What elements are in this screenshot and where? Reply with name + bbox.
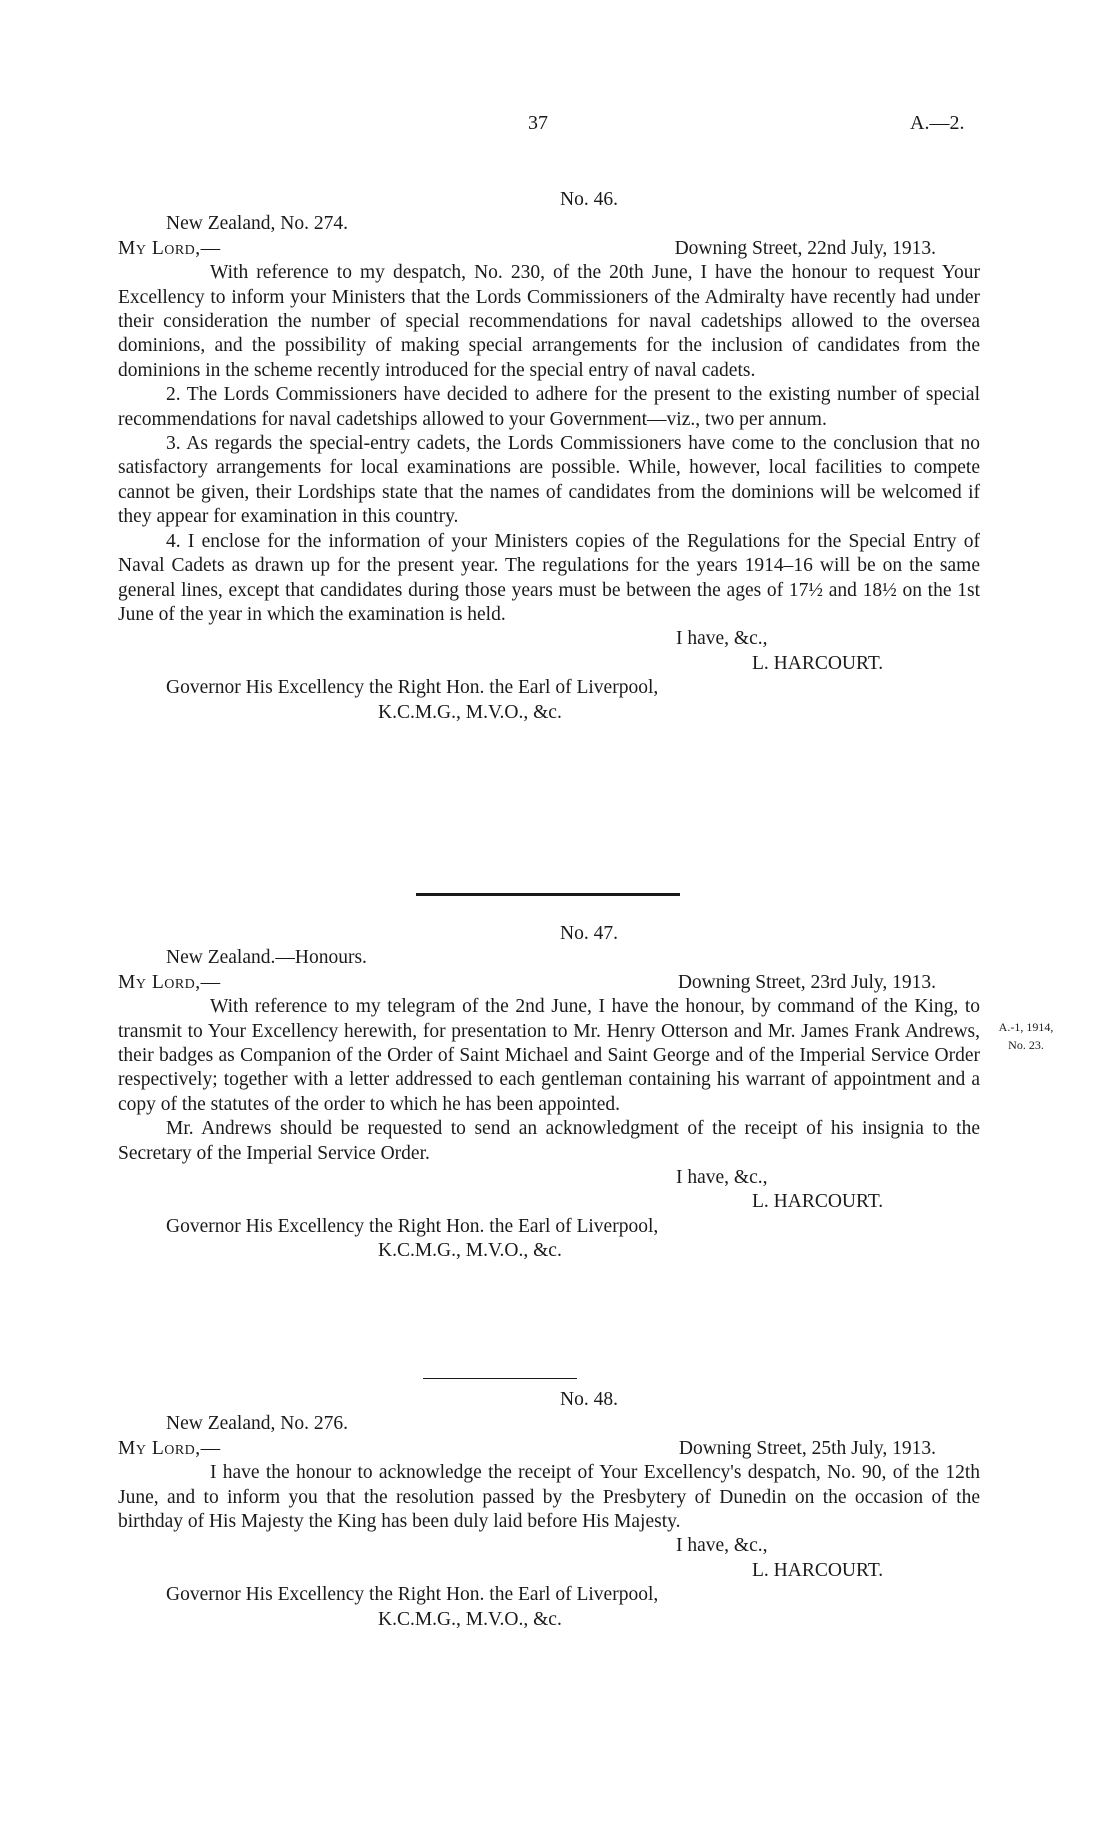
addressee-honours: K.C.M.G., M.V.O., &c. (378, 1608, 562, 1630)
closing: I have, &c., (676, 1167, 768, 1189)
place-date: Downing Street, 22nd July, 1913. (674, 237, 936, 259)
despatch-46 (118, 188, 980, 725)
paragraph: With reference to my despatch, No. 230, of the 20th June, I have the honour to request Your Excellency to inform your Ministers that the Lords Commissioners of the Admiralty have recently had under their consideration the number of special recommendations for naval cadetships allowed to the oversea dominions, and the possibility of making special arrangements for the inclusion of candidates from the dominions in the scheme recently introduced for the special entry of naval cadets. (118, 262, 980, 381)
despatch-48 (118, 1388, 980, 1632)
paragraph: I have the honour to acknowledge the receipt of Your Excellency's despatch, No. 90, of the 12th June, and to inform you that the resolution passed by the Presbytery of Dunedin on the occasion of the birthday of His Majesty the King has been duly laid before His Majesty. (118, 1462, 980, 1533)
salutation: My Lord,— (118, 971, 221, 993)
addressee-honours: K.C.M.G., M.V.O., &c. (378, 1240, 562, 1262)
paragraph: 2. The Lords Commissioners have decided to adhere for the present to the existing number of special recommendations for naval cadetships allowed to your Government—viz., two per annum. (118, 384, 980, 430)
closing: I have, &c., (676, 1535, 768, 1557)
despatch-number: No. 46. (560, 189, 618, 210)
despatch-recipient: New Zealand.—Honours. (166, 947, 367, 969)
despatch-number: No. 48. (560, 1389, 618, 1410)
paragraph: Mr. Andrews should be requested to send an acknowledgment of the receipt of his insignia to the Secretary of the Imperial Service Order. (118, 1118, 980, 1164)
addressee-line: Governor His Excellency the Right Hon. the Earl of Liverpool, (166, 677, 659, 699)
paragraph: 3. As regards the special-entry cadets, the Lords Commissioners have come to the conclusion that no satisfactory arrangements for local examinations are possible. While, however, local facilities to compete cannot be given, their Lordships state that the names of candidates from the dominions will be welcomed if they appear for examination in this country. (118, 433, 980, 528)
place-date: Downing Street, 23rd July, 1913. (677, 971, 936, 993)
despatch-number: No. 47. (560, 923, 618, 944)
addressee-honours: K.C.M.G., M.V.O., &c. (378, 701, 562, 723)
addressee-line: Governor His Excellency the Right Hon. the Earl of Liverpool, (166, 1215, 659, 1237)
page-number: 37 (528, 112, 548, 134)
section-divider (416, 893, 680, 896)
paragraph: With reference to my telegram of the 2nd June, I have the honour, by command of the King, to transmit to Your Excellency herewith, for presentation to Mr. Henry Otterson and Mr. James Frank Andrews, their badges as Companion of the Order of Saint Michael and Saint George and of the Imperial Service Order respectively; together with a letter addressed to each gentleman containing his warrant of appointment and a copy of the statutes of the order to which he has been appointed. (118, 996, 980, 1115)
addressee-line: Governor His Excellency the Right Hon. the Earl of Liverpool, (166, 1584, 659, 1606)
signature: L. HARCOURT. (752, 652, 884, 674)
section-divider (423, 1378, 577, 1379)
place-date: Downing Street, 25th July, 1913. (678, 1437, 936, 1459)
signature: L. HARCOURT. (752, 1559, 884, 1581)
despatch-recipient: New Zealand, No. 276. (166, 1413, 348, 1435)
despatch-recipient: New Zealand, No. 274. (166, 213, 348, 235)
closing: I have, &c., (676, 628, 768, 650)
despatch-47 (118, 922, 980, 1264)
salutation: My Lord,— (118, 237, 221, 259)
margin-reference: A.-1, 1914, No. 23. (998, 1020, 1054, 1052)
salutation: My Lord,— (118, 1437, 221, 1459)
paragraph: 4. I enclose for the information of your Ministers copies of the Regulations for the Special Entry of Naval Cadets as drawn up for the present year. The regulations for the years 1914–16 will be on the same general lines, except that candidates during those years must be between the ages of 17½ and 18½ on the 1st June of the year in which the examination is held. (118, 530, 980, 625)
page-reference: A.—2. (910, 112, 965, 134)
signature: L. HARCOURT. (752, 1191, 884, 1213)
